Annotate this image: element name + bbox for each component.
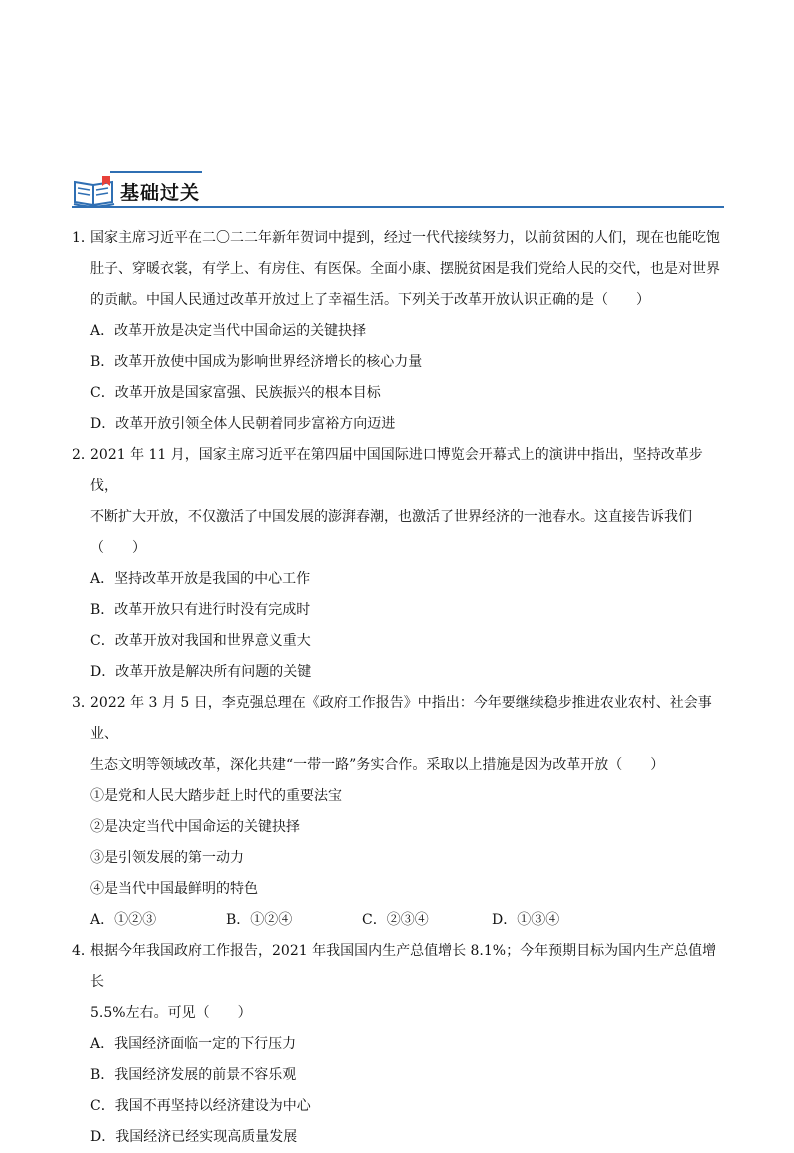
question-1: [72, 223, 724, 440]
option-a: A．我国经济面临一定的下行压力: [90, 1036, 297, 1052]
open-book-icon: [72, 174, 116, 208]
section-header: [72, 168, 724, 210]
option-d: D．①③④: [492, 912, 560, 928]
statement-1: ①是党和人民大踏步赶上时代的重要法宝: [90, 788, 342, 804]
stem-line: 生态文明等领域改革，深化共建“一带一路”务实合作。采取以上措施是因为改革开放（ ）: [90, 757, 665, 773]
statement-2: ②是决定当代中国命运的关键抉择: [90, 819, 300, 835]
question-stem: [72, 936, 724, 1029]
option-a: A．坚持改革开放是我国的中心工作: [90, 571, 311, 587]
stem-line: 不断扩大开放，不仅激活了中国发展的澎湃春潮，也激活了世界经济的一池春水。这直接告诉我们（ ）: [90, 509, 692, 556]
statement-4: ④是当代中国最鲜明的特色: [90, 881, 258, 897]
header-top-rule: [110, 171, 202, 173]
header-bottom-rule: [72, 206, 724, 208]
option-a: A．①②③: [90, 912, 157, 928]
question-stem: [72, 688, 724, 781]
option-c: C．改革开放是国家富强、民族振兴的根本目标: [90, 385, 381, 401]
question-number: 3．: [72, 695, 95, 711]
option-d: D．改革开放是解决所有问题的关键: [90, 664, 312, 680]
question-stem: [72, 223, 724, 316]
option-b: B．我国经济发展的前景不容乐观: [90, 1067, 297, 1083]
question-stem: [72, 440, 724, 564]
option-b: B．改革开放使中国成为影响世界经济增长的核心力量: [90, 354, 423, 370]
stem-line: 5.5%左右。可见（ ）: [90, 1005, 252, 1021]
question-4: [72, 936, 724, 1153]
option-b: B．①②④: [226, 912, 293, 928]
question-number: 4．: [72, 943, 95, 959]
stem-line: 肚子、穿暖衣裳，有学上、有房住、有医保。全面小康、摆脱贫困是我们党给人民的交代，也是对世界: [90, 261, 720, 277]
question-2: [72, 440, 724, 688]
question-number: 1．: [72, 230, 95, 246]
question-list: [72, 223, 724, 1153]
option-c: C．我国不再坚持以经济建设为中心: [90, 1098, 311, 1114]
stem-line: 的贡献。中国人民通过改革开放过上了幸福生活。下列关于改革开放认识正确的是（ ）: [90, 292, 650, 308]
stem-line: 2022 年 3 月 5 日，李克强总理在《政府工作报告》中指出：今年要继续稳步推进农业农村、社会事业、: [90, 695, 712, 742]
stem-line: 国家主席习近平在二〇二二年新年贺词中提到，经过一代代接续努力，以前贫困的人们，现在也能吃饱: [90, 230, 720, 246]
stem-line: 根据今年我国政府工作报告，2021 年我国国内生产总值增长 8.1%；今年预期目标为国内生产总值增长: [90, 943, 717, 990]
question-3: [72, 688, 724, 936]
section-title: 基础过关: [120, 182, 201, 204]
question-number: 2．: [72, 447, 95, 463]
option-c: C．②③④: [362, 912, 429, 928]
option-row: [72, 905, 724, 936]
option-d: D．改革开放引领全体人民朝着同步富裕方向迈进: [90, 416, 396, 432]
option-a: A．改革开放是决定当代中国命运的关键抉择: [90, 323, 367, 339]
option-d: D．我国经济已经实现高质量发展: [90, 1129, 298, 1145]
stem-line: 2021 年 11 月，国家主席习近平在第四届中国国际进口博览会开幕式上的演讲中指出，坚持改革步伐，: [90, 447, 703, 494]
statement-3: ③是引领发展的第一动力: [90, 850, 244, 866]
option-c: C．改革开放对我国和世界意义重大: [90, 633, 311, 649]
option-b: B．改革开放只有进行时没有完成时: [90, 602, 311, 618]
